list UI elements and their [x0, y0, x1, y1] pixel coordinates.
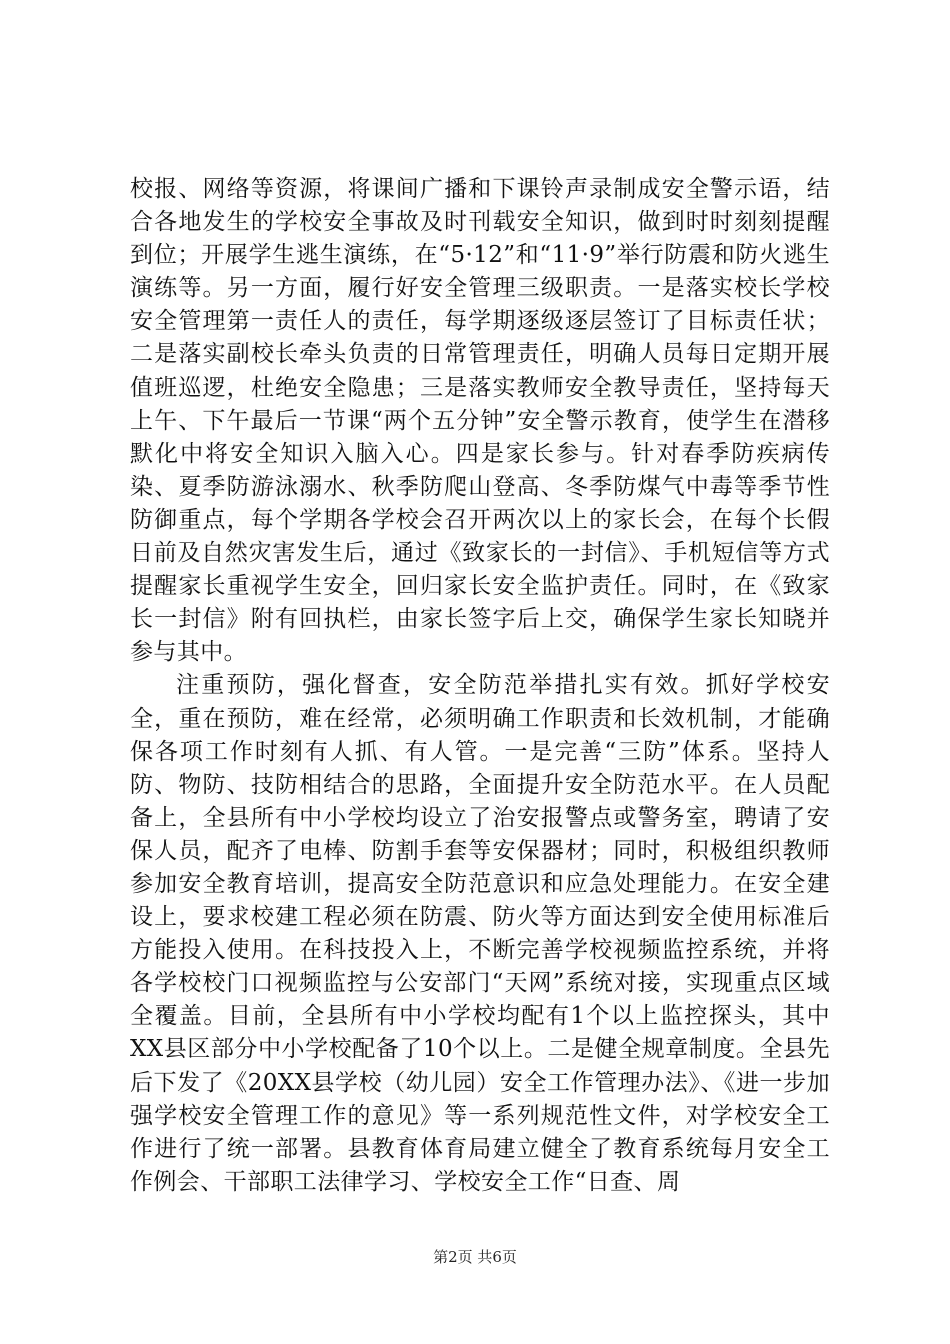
document-body: [130, 173, 830, 1199]
page-footer: 第2页 共6页: [433, 1248, 517, 1266]
body-paragraph-1: 校报、网络等资源，将课间广播和下课铃声录制成安全警示语，结合各地发生的学校安全事故及时刊载安全知识，做到时时刻刻提醒到位；开展学生逃生演练，在“5·12”和“11·9”举行防震和防火逃生演练等。另一方面，履行好安全管理三级职责。一是落实校长学校安全管理第一责任人的责任，每学期逐级逐层签订了目标责任状；二是落实副校长牵头负责的日常管理责任，明确人员每日定期开展值班巡逻，杜绝安全隐患；三是落实教师安全教导责任，坚持每天上午、下午最后一节课“两个五分钟”安全警示教育，使学生在潜移默化中将安全知识入脑入心。四是家长参与。针对春季防疾病传染、夏季防游泳溺水、秋季防爬山登高、冬季防煤气中毒等季节性防御重点，每个学期各学校会召开两次以上的家长会，在每个长假日前及自然灾害发生后，通过《致家长的一封信》、手机短信等方式提醒家长重视学生安全，回归家长安全监护责任。同时，在《致家长一封信》附有回执栏，由家长签字后上交，确保学生家长知晓并参与其中。: [130, 176, 830, 666]
body-paragraph-2: 注重预防，强化督查，安全防范举措扎实有效。抓好学校安全，重在预防，难在经常，必须明确工作职责和长效机制，才能确保各项工作时刻有人抓、有人管。一是完善“三防”体系。坚持人防、物防、技防相结合的思路，全面提升安全防范水平。在人员配备上，全县所有中小学校均设立了治安报警点或警务室，聘请了安保人员，配齐了电棒、防割手套等安保器材；同时，积极组织教师参加安全教育培训，提高安全防范意识和应急处理能力。在安全建设上，要求校建工程必须在防震、防火等方面达到安全使用标准后方能投入使用。在科技投入上，不断完善学校视频监控系统，并将各学校校门口视频监控与公安部门“天网”系统对接，实现重点区域全覆盖。目前，全县所有中小学校均配有1个以上监控探头，其中XX县区部分中小学校配备了10个以上。二是健全规章制度。全县先后下发了《20XX县学校（幼儿园）安全工作管理办法》、《进一步加强学校安全管理工作的意见》等一系列规范性文件，对学校安全工作进行了统一部署。县教育体育局建立健全了教育系统每月安全工作例会、干部职工法律学习、学校安全工作“日查、周: [130, 672, 830, 1195]
